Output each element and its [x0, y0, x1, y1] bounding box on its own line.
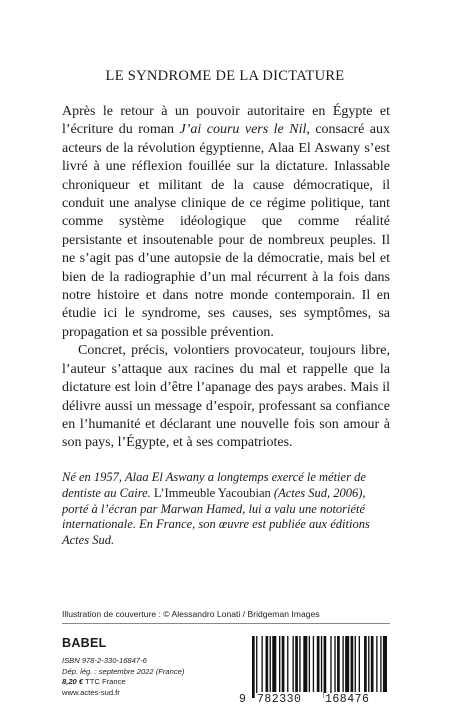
blurb-paragraph-2: Concret, précis, volontiers provocateur, toujours libre, l’auteur s’attaque aux racines du mal et rappelle que la dictature est loin d’être l’apanage des pays arabes. Mais il délivre aussi un message d’espoir, professant sa confiance en l’humanité et déclarant une nouvelle fois son amour à son pays, l’Égypte, et à ses compatriotes. — [62, 343, 390, 451]
barcode-number — [240, 693, 390, 707]
divider — [62, 623, 390, 624]
website: www.actes-sud.fr — [62, 687, 120, 697]
publisher-logo: BABEL — [62, 636, 107, 650]
bio-text: (Actes Sud, 2006), porté à l’écran par Marwan Hamed, lui a valu une notoriété internationale. En France, son œuvre est publiée aux éditions Actes Sud. — [62, 485, 370, 548]
bio-text: Né en 1957, Alaa El Aswany a longtemps exercé le métier de dentiste au Caire. — [62, 470, 366, 500]
barcode-group-1: 782330 — [257, 693, 302, 706]
back-cover-blurb — [62, 103, 390, 453]
publication-info — [62, 656, 184, 698]
blurb-text: Après le retour à un pouvoir autoritaire en Égypte et l’écriture du roman — [62, 104, 390, 138]
blurb-text: , consacré aux acteurs de la révolution égyptienne, Alaa El Aswany s’est livré à une réflexion fouillée sur la dictature. Inlassable chroniqueur et militant de la cause démocratique, il conduit une analyse clinique de ce régime politique, tant comme système idéologique que comme réalité persistante et insoutenable pour de nombreux peuples. Il ne s’agit pas d’une autopsie de la démocratie, mais bel et bien de la radiographie d’un mal récurrent à la fois dans notre histoire et dans notre monde contemporain. Il en étudie ici le syndrome, ses causes, ses symptômes, sa propagation et sa possible prévention. — [62, 122, 390, 340]
blurb-paragraph-1 — [62, 103, 390, 342]
book-title-yacoubian: L’Immeuble Yacoubian — [153, 485, 271, 500]
price-suffix: TTC France — [83, 677, 126, 686]
price-value: 8,20 € — [62, 677, 84, 686]
barcode-digit-first: 9 — [239, 693, 247, 706]
legal-deposit: Dép. lég. : septembre 2022 (France) — [62, 666, 185, 676]
barcode-group-2: 168476 — [325, 693, 370, 706]
book-title: LE SYNDROME DE LA DICTATURE — [105, 68, 345, 84]
author-bio — [62, 470, 390, 549]
cover-illustration-credit: Illustration de couverture : © Alessandro Lonati / Bridgeman Images — [62, 609, 320, 619]
price — [62, 677, 184, 688]
novel-title: J’ai couru vers le Nil — [179, 122, 307, 138]
isbn: ISBN 978-2-330-16847-6 — [62, 656, 147, 665]
